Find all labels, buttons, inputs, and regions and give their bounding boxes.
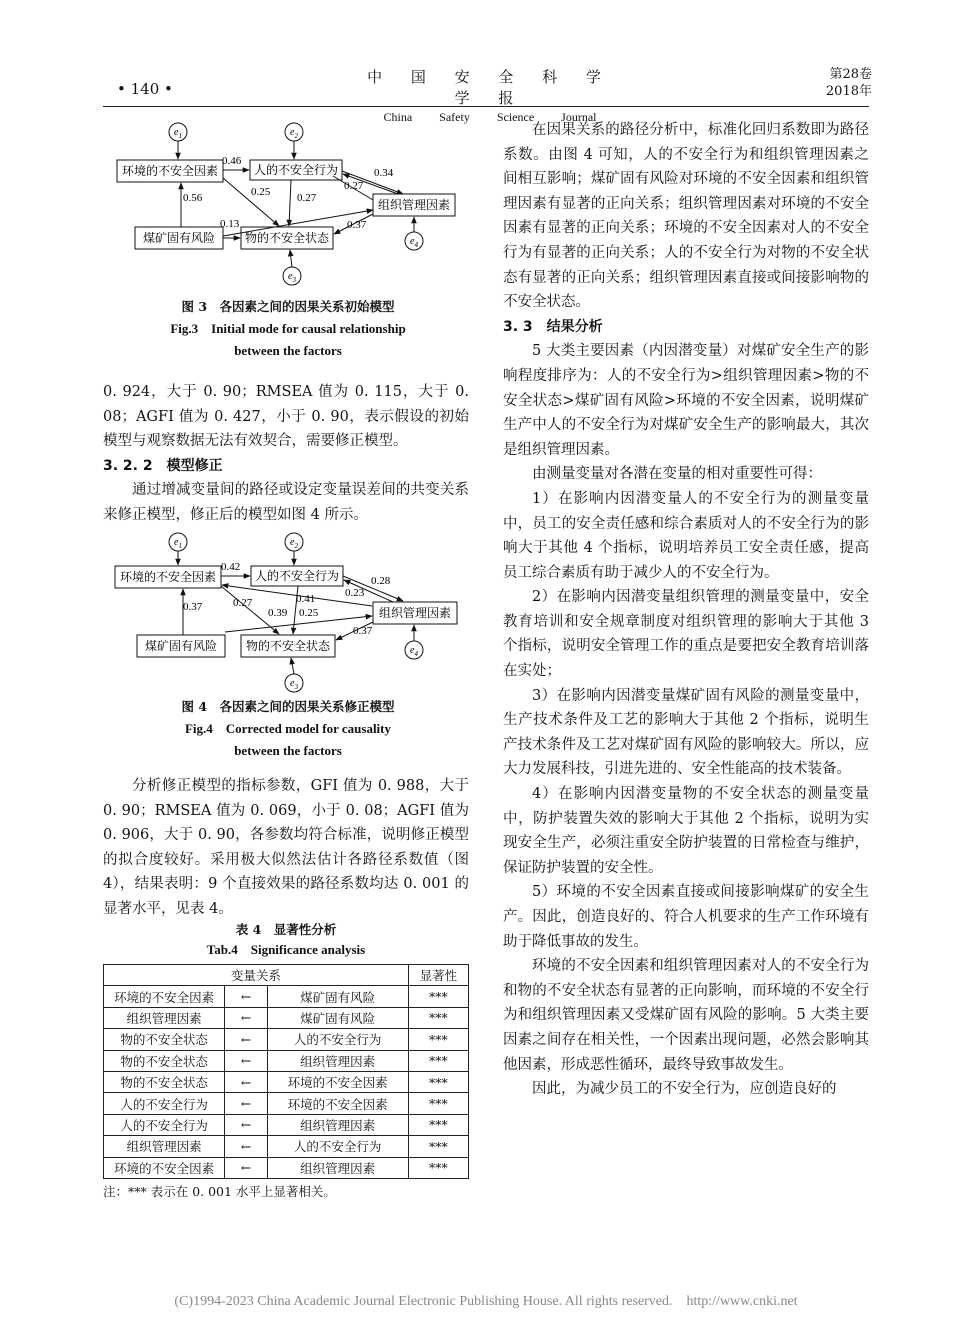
significance-table xyxy=(103,964,469,1179)
fig3-coef: 0.27 xyxy=(297,192,317,204)
fig4-coef: 0.42 xyxy=(221,561,241,573)
section-heading-3-3: 3. 3 结果分析 xyxy=(503,318,603,335)
volume: 第28卷 xyxy=(829,67,872,82)
fig3-node-org xyxy=(373,194,455,216)
svg-text:组织管理因素: 组织管理因素 xyxy=(378,606,452,620)
table-4-title xyxy=(103,920,469,960)
paragraph: 4）在影响内因潜变量物的不安全状态的测量变量中，防护装置失效的影响大于其他 2 个指标，说明为实现安全生产，必须注重安全防护装置的日常检查与维护，保证防护装置的安全性。 xyxy=(503,786,869,876)
fig3-error-e4 xyxy=(405,232,423,250)
fig3-coef: 0.13 xyxy=(220,218,240,230)
left-text-block-1 xyxy=(103,380,469,528)
right-column-text xyxy=(503,118,869,1102)
table-row: 人的不安全行为 ← 组织管理因素 *** xyxy=(104,1114,469,1135)
paragraph: 5 大类主要因素（内因潜变量）对煤矿安全生产的影响程度排序为：人的不安全行为>组织管理因素>物的不安全状态>煤矿固有风险>环境的不安全因素，说明煤矿生产中人的不安全行为对煤矿安全生产的影响最大，其次是组织管理因素。 xyxy=(503,343,869,458)
table-row: 物的不安全状态 ← 人的不安全行为 *** xyxy=(104,1029,469,1050)
fig4-coef: 0.37 xyxy=(353,625,373,637)
svg-text:煤矿固有风险: 煤矿固有风险 xyxy=(144,639,218,653)
fig4-error-e2 xyxy=(285,533,303,551)
table-row: 组织管理因素 ← 煤矿固有风险 *** xyxy=(104,1007,469,1028)
fig4-error-e4 xyxy=(405,641,423,659)
fig4-error-e1 xyxy=(169,533,187,551)
svg-text:人的不安全行为: 人的不安全行为 xyxy=(253,163,339,177)
svg-text:物的不安全状态: 物的不安全状态 xyxy=(245,639,331,653)
fig4-coef: 0.23 xyxy=(345,587,365,599)
svg-text:e3: $e_3$ xyxy=(290,678,298,691)
header-significance: 显著性 xyxy=(408,965,468,986)
fig3-error-e2 xyxy=(285,123,303,141)
paragraph: 分析修正模型的指标参数，GFI 值为 0. 988，大于 0. 90；RMSEA 值为 0. 069，小于 0. 08；AGFI 值为 0. 906，大于 0. 90，各参数均符合标准，说明修正模型的拟合度较好。采用极大似然法估计各路径系数值（图 4），结果表明：9 个直接效果的路径系数均达 0. 001 的显著水平，见表 4。 xyxy=(103,778,469,917)
fig3-coef: 0.25 xyxy=(251,186,271,198)
paragraph: 由测量变量对各潜在变量的相对重要性可得： xyxy=(532,466,822,483)
fig4-caption-en-2: between the factors xyxy=(234,743,342,758)
fig3-coef: 0.37 xyxy=(347,219,367,231)
svg-text:e4: $e_4$ xyxy=(410,645,418,658)
fig4-node-coal xyxy=(137,635,225,657)
fig4-coef: 0.39 xyxy=(268,607,288,619)
table-header-row xyxy=(104,965,469,986)
figure-4-diagram xyxy=(103,528,473,696)
paragraph: 环境的不安全因素和组织管理因素对人的不安全行为和物的不安全状态有显著的正向影响，而环境的不安全行为和组织管理因素又受煤矿固有风险的影响。5 大类主要因素之间存在相关性，一个因素出现问题，必然会影响其他因素，形成恶性循环，最终导致事故发生。 xyxy=(503,958,869,1073)
paragraph: 2）在影响内因潜变量组织管理的测量变量中，安全教育培训和安全规章制度对组织管理的影响大于其他 3 个指标，说明安全管理工作的重点是要把安全教育培训落在实处； xyxy=(503,589,869,680)
fig4-caption-cn: 图 4 各因素之间的因果关系修正模型 xyxy=(181,699,395,714)
figure-4-caption xyxy=(103,696,473,762)
table-row: 组织管理因素 ← 人的不安全行为 *** xyxy=(104,1136,469,1157)
table4-title-en: Tab.4 Significance analysis xyxy=(206,942,366,957)
svg-text:e1: $e_1$ xyxy=(174,127,182,140)
fig4-coef: 0.41 xyxy=(296,593,316,605)
svg-text:人的不安全行为: 人的不安全行为 xyxy=(254,569,340,583)
fig3-coef: 0.46 xyxy=(222,155,242,167)
fig3-coef: 0.56 xyxy=(183,192,203,204)
fig4-error-e3 xyxy=(285,674,303,692)
paragraph: 因此，为减少员工的不安全行为，应创造良好的 xyxy=(532,1081,837,1098)
fig3-caption-en-2: between the factors xyxy=(234,343,342,358)
paragraph: 5）环境的不安全因素直接或间接影响煤矿的安全生产。因此，创造良好的、符合人机要求的生产工作环境有助于降低事故的发生。 xyxy=(503,884,869,950)
fig4-coef: 0.37 xyxy=(183,601,203,613)
paragraph: 3）在影响内因潜变量煤矿固有风险的测量变量中，生产技术条件及工艺的影响大于其他 2 个指标，说明生产技术条件及工艺对煤矿固有风险的影响较大。所以，应大力发展科技，引进先进的、安全性能高的技术装备。 xyxy=(503,687,869,778)
svg-text:物的不安全状态: 物的不安全状态 xyxy=(244,231,330,245)
svg-text:e2: $e_2$ xyxy=(290,127,298,140)
header-rule xyxy=(103,106,869,107)
paragraph: 在因果关系的路径分析中，标准化回归系数即为路径系数。由图 4 可知，人的不安全行为和组织管理因素之间相互影响；煤矿固有风险对环境的不安全因素和组织管理因素有显著的正向关系；组织管理因素对环境的不安全因素有显著的正向关系；环境的不安全因素对人的不安全行为有显著的正向关系；人的不安全行为对物的不安全状态有显著的正向关系；组织管理因素直接或间接影响物的不安全状态。 xyxy=(503,122,869,311)
svg-text:煤矿固有风险: 煤矿固有风险 xyxy=(142,231,216,245)
fig3-caption-cn: 图 3 各因素之间的因果关系初始模型 xyxy=(181,299,395,314)
svg-text:e2: $e_2$ xyxy=(290,537,298,550)
journal-title-en: China Safety Science Journal xyxy=(383,110,597,124)
fig4-node-human xyxy=(251,566,343,586)
fig3-caption-en-1: Fig.3 Initial mode for causal relationship xyxy=(170,321,406,336)
fig4-coef: 0.28 xyxy=(371,575,391,587)
svg-text:e4: $e_4$ xyxy=(410,236,418,249)
fig3-error-e3 xyxy=(283,267,301,285)
table-note: 注：*** 表示在 0. 001 水平上显著相关。 xyxy=(103,1184,336,1199)
table-row: 环境的不安全因素 ← 煤矿固有风险 *** xyxy=(104,986,469,1007)
fig3-node-env xyxy=(117,160,223,182)
svg-text:e1: $e_1$ xyxy=(174,537,182,550)
fig4-coef: 0.25 xyxy=(299,607,319,619)
journal-title-cn: 中 国 安 全 科 学 学 报 xyxy=(367,68,613,107)
svg-text:e3: $e_3$ xyxy=(288,271,296,284)
header-relation: 变量关系 xyxy=(104,965,409,986)
fig4-node-env xyxy=(115,566,221,588)
fig3-coef: 0.27 xyxy=(344,180,364,192)
svg-text:组织管理因素: 组织管理因素 xyxy=(377,198,451,212)
figure-3-caption xyxy=(103,296,473,362)
table-row: 物的不安全状态 ← 环境的不安全因素 *** xyxy=(104,1071,469,1092)
svg-text:环境的不安全因素: 环境的不安全因素 xyxy=(121,164,219,178)
fig3-node-human xyxy=(250,160,342,180)
fig3-node-coal xyxy=(135,227,223,249)
svg-text:环境的不安全因素: 环境的不安全因素 xyxy=(119,570,217,584)
fig3-error-e1 xyxy=(169,123,187,141)
section-heading-3-2-2: 3. 2. 2 模型修正 xyxy=(103,457,223,474)
figure-3-diagram xyxy=(103,114,473,290)
table-row: 物的不安全状态 ← 组织管理因素 *** xyxy=(104,1050,469,1071)
fig4-coef: 0.27 xyxy=(233,597,253,609)
fig4-node-org xyxy=(373,602,457,624)
year: 2018年 xyxy=(825,84,872,99)
table-row: 环境的不安全因素 ← 组织管理因素 *** xyxy=(104,1157,469,1178)
copyright-footer: (C)1994-2023 China Academic Journal Electronic Publishing House. All rights reserved. http://www.cnki.net xyxy=(174,1294,798,1309)
fig4-node-obj xyxy=(241,635,335,657)
page-number: • 140 • xyxy=(117,80,173,98)
paragraph: 通过增减变量间的路径或设定变量误差间的共变关系来修正模型，修正后的模型如图 4 所示。 xyxy=(103,482,469,523)
fig3-coef: 0.34 xyxy=(374,167,394,179)
paragraph: 0. 924，大于 0. 90；RMSEA 值为 0. 115，大于 0. 08；AGFI 值为 0. 427，小于 0. 90，表示假设的初始模型与观察数据无法有效契合，需要修正模型。 xyxy=(103,384,469,450)
volume-info xyxy=(810,66,872,100)
paragraph: 1）在影响内因潜变量人的不安全行为的测量变量中，员工的安全责任感和综合素质对人的不安全行为的影响大于其他 4 个指标，说明培养员工安全责任感，提高员工综合素质有助于减少人的不安全行为。 xyxy=(503,490,869,581)
table4-title-cn: 表 4 显著性分析 xyxy=(235,922,337,937)
left-text-block-2 xyxy=(103,774,469,922)
table-row: 人的不安全行为 ← 环境的不安全因素 *** xyxy=(104,1093,469,1114)
fig4-caption-en-1: Fig.4 Corrected model for causality xyxy=(184,721,392,736)
